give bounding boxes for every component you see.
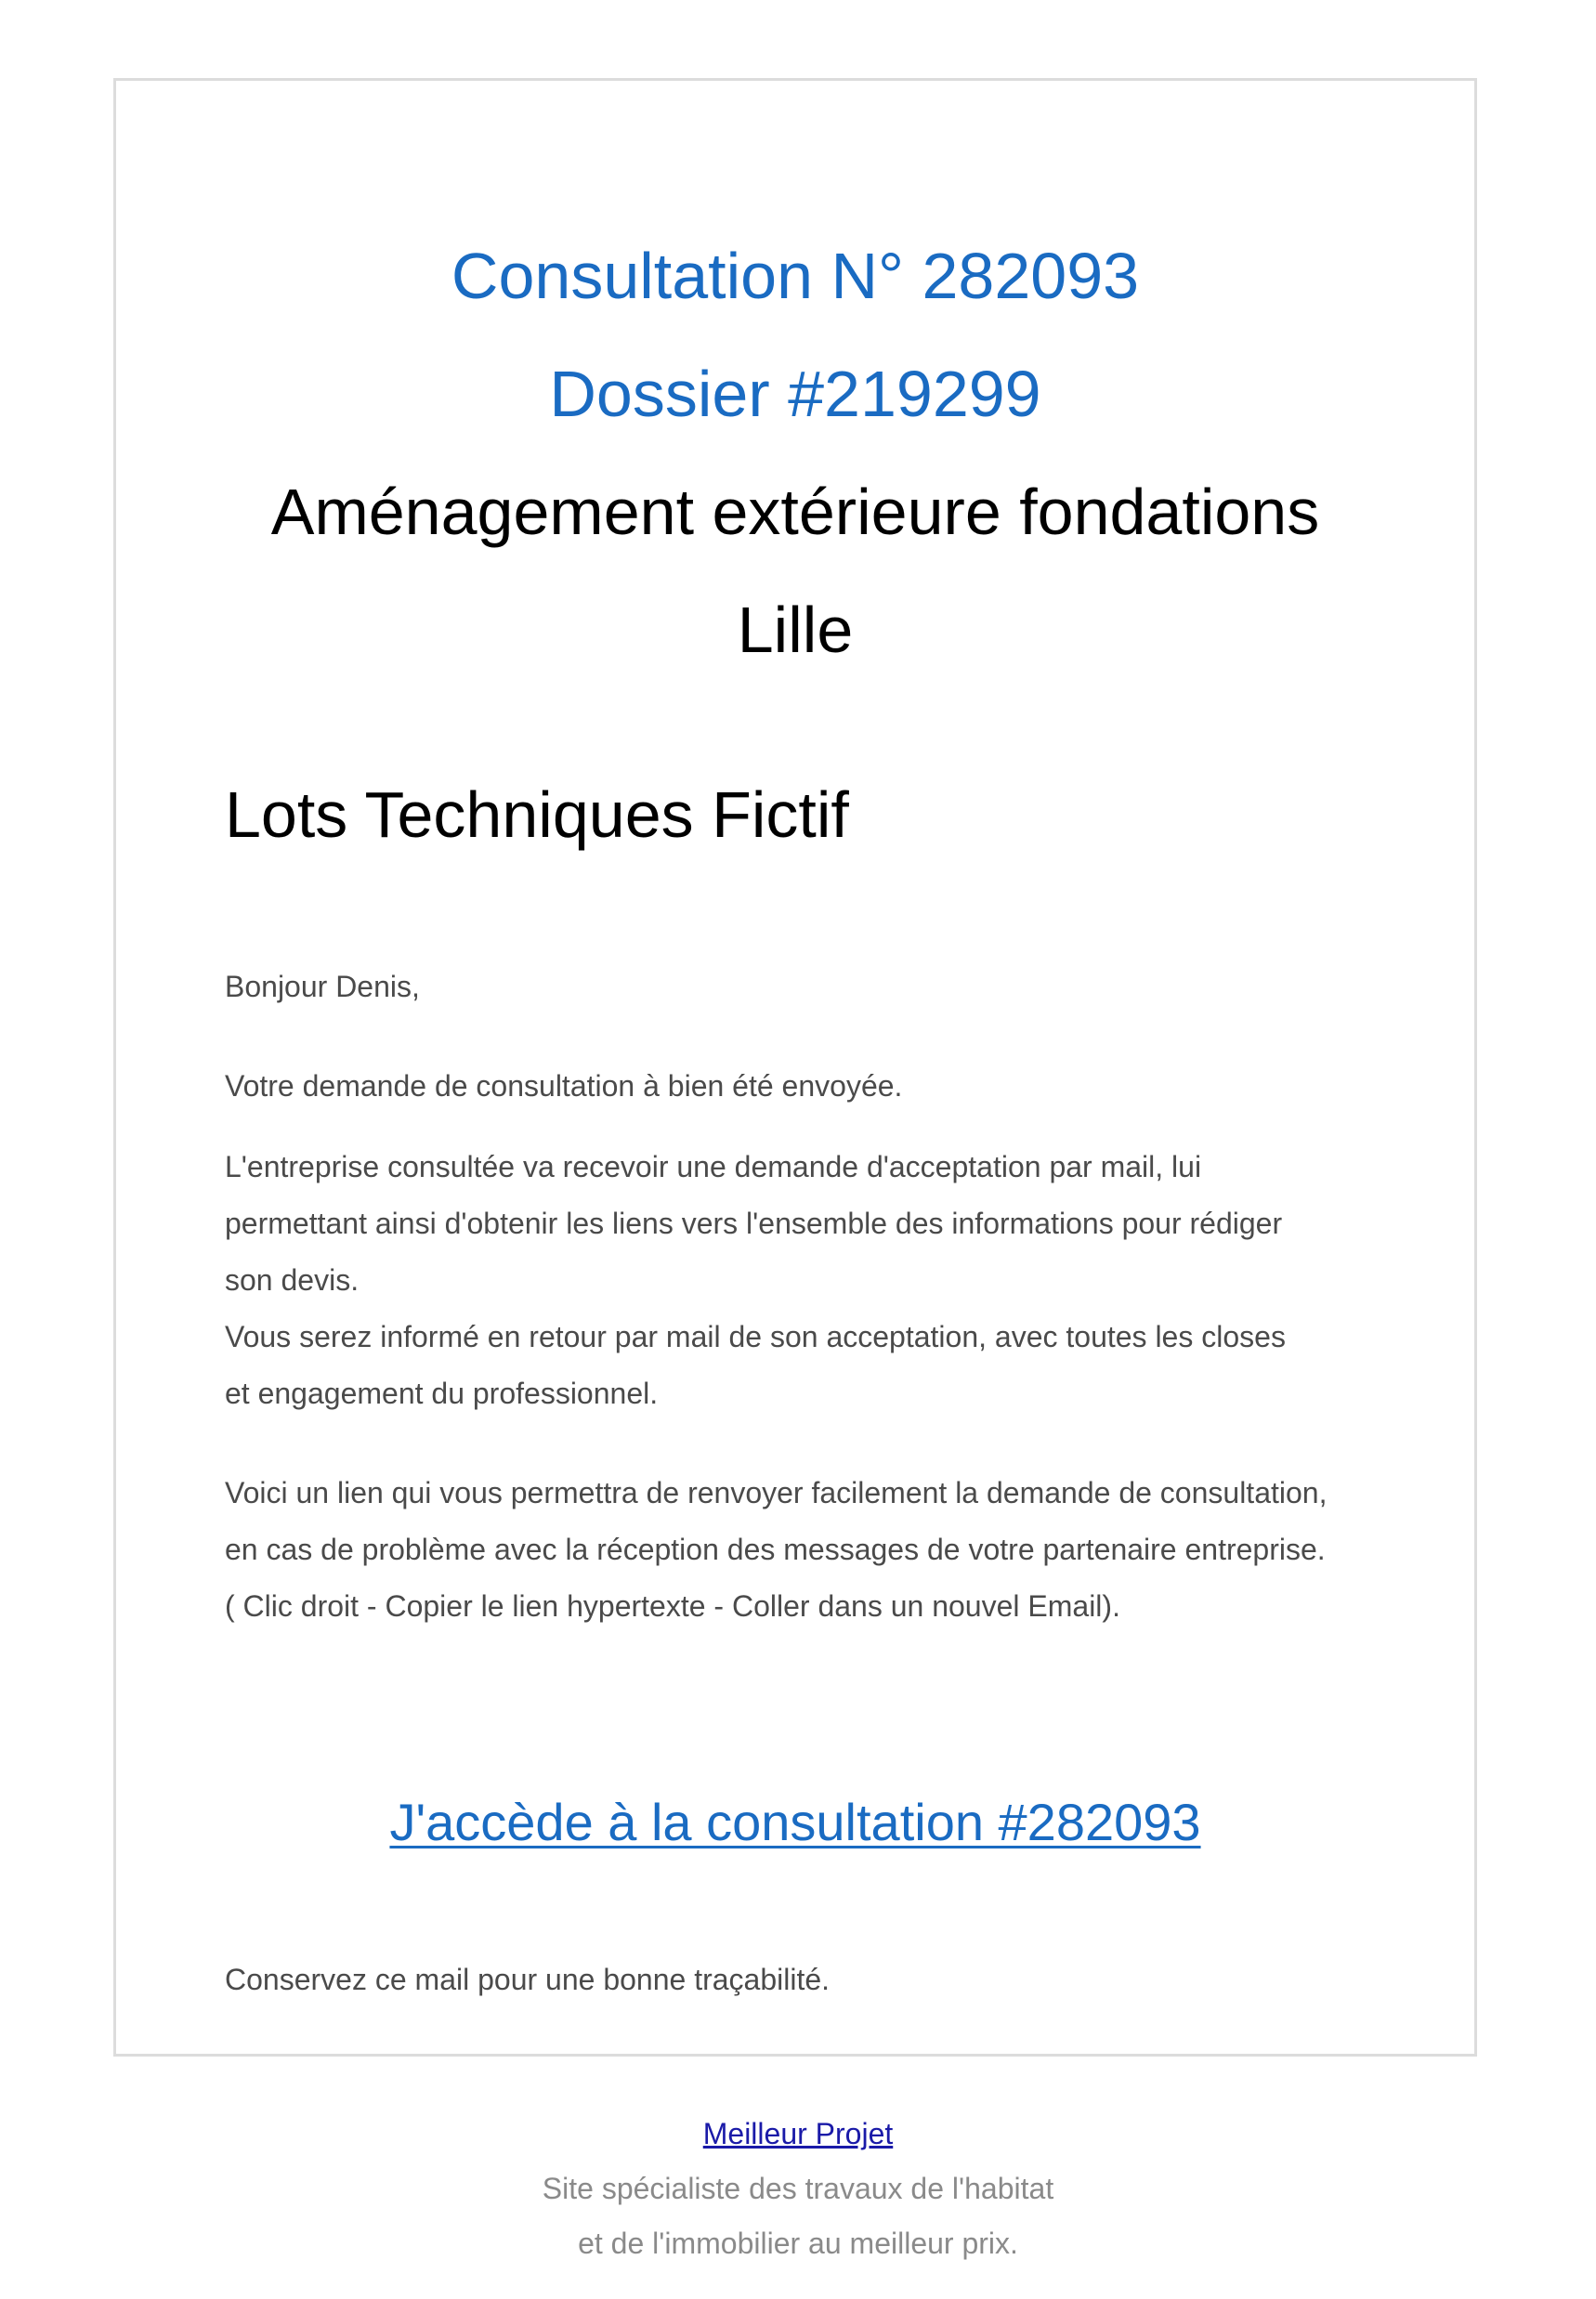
project-city: Lille xyxy=(737,594,854,666)
paragraph-info-line: son devis. xyxy=(225,1263,360,1297)
paragraph-sent-text: Votre demande de consultation à bien été envoyée. xyxy=(225,1069,903,1103)
greeting-text: Bonjour Denis, xyxy=(225,970,420,1003)
footer-tagline-line1: Site spécialiste des travaux de l'habitat xyxy=(542,2172,1054,2205)
paragraph-link-line: en cas de problème avec la réception des messages de votre partenaire entreprise. xyxy=(225,1533,1326,1566)
closing xyxy=(225,1952,1386,2008)
project-title-line1: Aménagement extérieure fondations xyxy=(270,476,1320,548)
email-card xyxy=(113,78,1477,2057)
paragraph-info xyxy=(225,1139,1386,1422)
paragraph-link-line: Voici un lien qui vous permettra de renvoyer facilement la demande de consultation, xyxy=(225,1476,1328,1509)
paragraph-info-line: et engagement du professionnel. xyxy=(225,1377,659,1410)
footer xyxy=(0,2107,1596,2271)
footer-tagline-line2: et de l'immobilier au meilleur prix. xyxy=(578,2227,1018,2260)
closing-text: Conservez ce mail pour une bonne traçabilité. xyxy=(225,1963,831,1996)
paragraph-info-line: L'entreprise consultée va recevoir une demande d'acceptation par mail, lui xyxy=(225,1150,1202,1183)
paragraph-info-line: permettant ainsi d'obtenir les liens vers l'ensemble des informations pour rédiger xyxy=(225,1207,1283,1240)
consultation-link[interactable]: J'accède à la consultation #282093 xyxy=(389,1793,1201,1851)
consultation-title: Consultation N° 282093 xyxy=(451,240,1140,312)
paragraph-info-line: Vous serez informé en retour par mail de son acceptation, avec toutes les closes xyxy=(225,1320,1286,1353)
meilleur-projet-link[interactable]: Meilleur Projet xyxy=(702,2117,894,2150)
paragraph-sent xyxy=(225,1058,1386,1115)
paragraph-link-line: ( Clic droit - Copier le lien hypertexte - Coller dans un nouvel Email). xyxy=(225,1589,1120,1623)
consultation-cta xyxy=(116,1790,1474,1855)
dossier-title: Dossier #219299 xyxy=(549,358,1041,430)
paragraph-link-help xyxy=(225,1465,1386,1635)
lot-title: Lots Techniques Fictif xyxy=(225,778,849,851)
greeting xyxy=(225,959,1386,1015)
footer-brand xyxy=(0,2107,1596,2162)
